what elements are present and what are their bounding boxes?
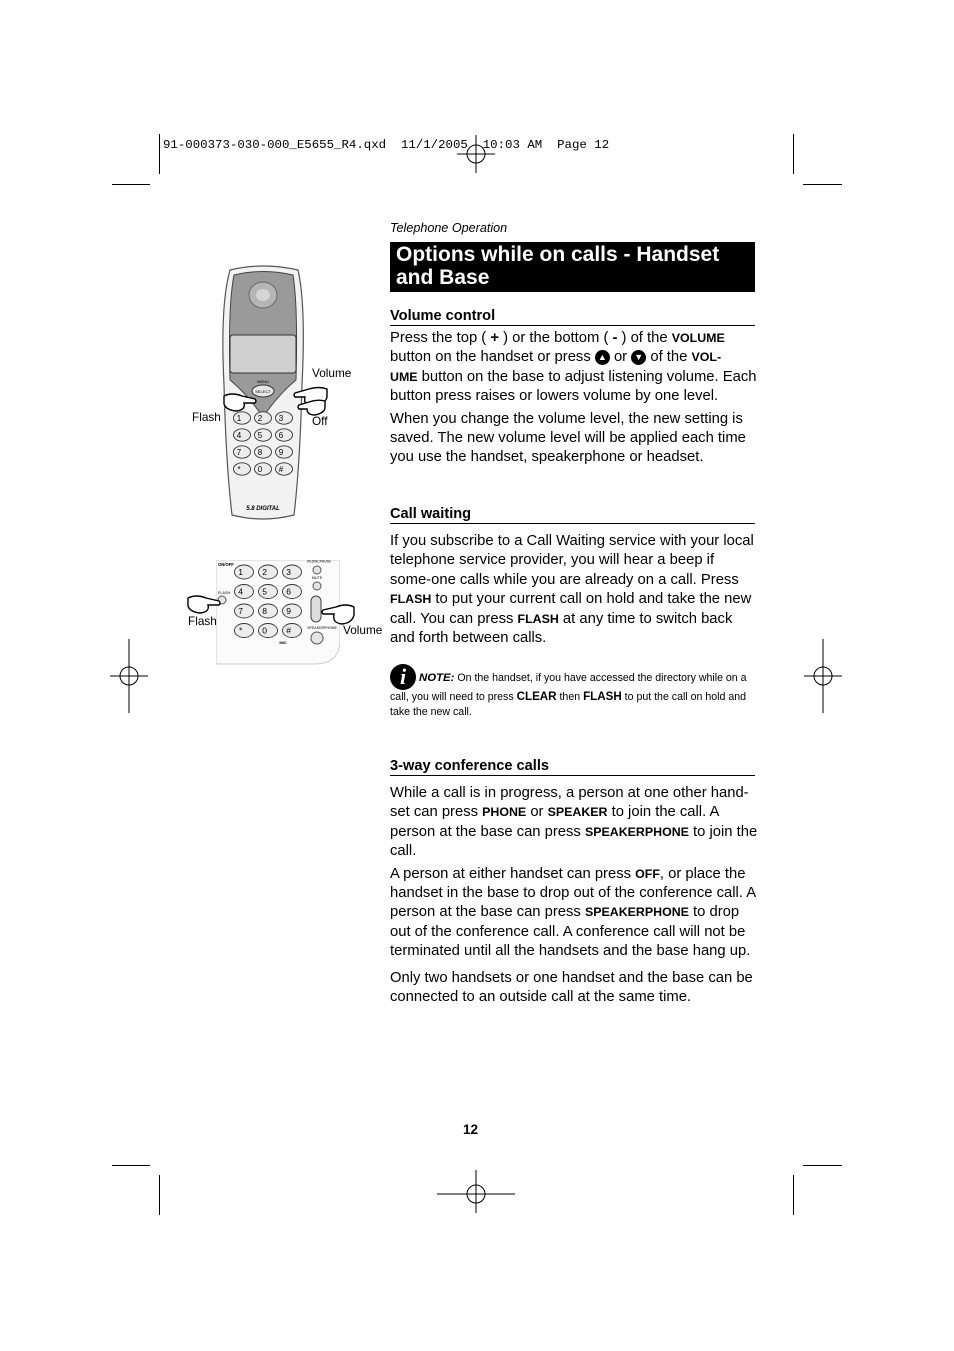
crop-mark bbox=[803, 1165, 842, 1166]
mute-label: MUTE bbox=[311, 576, 323, 580]
page-title-line-2: and Base bbox=[396, 266, 490, 289]
keypad-key-label: 6 bbox=[278, 430, 284, 440]
keypad-key-label: * bbox=[239, 625, 243, 636]
keypad-key-label: 7 bbox=[236, 447, 242, 457]
conference-heading: 3-way conference calls bbox=[390, 758, 755, 776]
keypad-key-label: * bbox=[237, 464, 241, 474]
note-label: NOTE: bbox=[419, 672, 455, 684]
registration-mark-top bbox=[457, 135, 495, 173]
menu-key-label: MENU bbox=[257, 379, 269, 384]
volume-up-icon: ▲ bbox=[595, 350, 610, 365]
keypad-key-label: 4 bbox=[236, 430, 242, 440]
keypad-key-label: 1 bbox=[238, 566, 244, 577]
select-key-label: SELECT bbox=[255, 389, 271, 394]
print-slug: 91-000373-030-000_E5655_R4.qxd 11/1/2005 10:03 AM Page 12 bbox=[163, 138, 610, 152]
keypad-key-label: 5 bbox=[257, 430, 263, 440]
speaker-keyword: SPEAKER bbox=[547, 805, 608, 820]
base-volume-callout: Volume bbox=[343, 623, 383, 637]
call-waiting-heading: Call waiting bbox=[390, 506, 755, 524]
speakerphone-label: SPEAKERPHONE bbox=[307, 626, 337, 630]
keypad-key-label: 9 bbox=[286, 605, 292, 616]
registration-mark-right bbox=[804, 657, 842, 695]
registration-mark-bottom bbox=[457, 1175, 495, 1213]
keypad-key-label: 0 bbox=[257, 464, 263, 474]
registration-mark-left bbox=[110, 657, 148, 695]
crop-mark bbox=[803, 184, 842, 185]
volume-keyword: VOLUME bbox=[671, 331, 725, 345]
speakerphone-keyword: SPEAKERPHONE bbox=[584, 905, 689, 920]
keypad-key-label: 2 bbox=[262, 566, 268, 577]
crop-mark bbox=[112, 1165, 150, 1166]
pointing-hand-icon bbox=[222, 390, 258, 419]
page-title bbox=[390, 242, 755, 292]
paragraph: While a call is in progress, a person at one other hand-set can press PHONE or SPEAKER to join the call. A person at the base can press SPEAKERPHONE to join the call. bbox=[390, 785, 758, 860]
crop-mark bbox=[793, 134, 794, 174]
keypad-key-label: # bbox=[278, 464, 284, 474]
volume-keyword: VOL- bbox=[691, 350, 722, 365]
keypad-key-label: 1 bbox=[236, 413, 242, 423]
keypad-key-label: 3 bbox=[286, 566, 292, 577]
flash-keyword: FLASH bbox=[583, 690, 622, 703]
speakerphone-keyword: SPEAKERPHONE bbox=[584, 824, 689, 839]
crop-mark bbox=[112, 184, 150, 185]
keypad-key-label: 0 bbox=[262, 625, 268, 636]
paragraph: Press the top ( + ) or the bottom ( - ) of the VOLUME button on the handset or press ▲ or ▼ of the VOL- UME button on the base to adjust listening volume. Each button press raises or lowers volume by one level. bbox=[390, 330, 757, 405]
keypad-key-label: # bbox=[286, 625, 292, 636]
clear-keyword: CLEAR bbox=[516, 690, 557, 703]
keypad-key-label: 8 bbox=[262, 605, 268, 616]
info-icon: i bbox=[390, 664, 416, 690]
crop-mark bbox=[793, 1175, 794, 1215]
keypad-key-label: 9 bbox=[278, 447, 284, 457]
volume-control-body bbox=[390, 329, 758, 468]
keypad-key-label: 5 bbox=[262, 586, 268, 597]
volume-keyword: UME bbox=[390, 369, 418, 384]
page-title-line-1: Options while on calls - Handset bbox=[396, 243, 720, 266]
volume-control-heading: Volume control bbox=[390, 308, 755, 326]
flash-key-label: FLASH bbox=[218, 591, 231, 595]
brand-label: 5.8 DIGITAL bbox=[246, 506, 280, 512]
flash-keyword: FLASH bbox=[390, 592, 432, 607]
off-keyword: OFF bbox=[635, 866, 660, 881]
keypad-key bbox=[234, 463, 251, 475]
keypad-key-label: 8 bbox=[257, 447, 263, 457]
flash-callout: Flash bbox=[192, 410, 221, 424]
phone-keyword: PHONE bbox=[482, 805, 527, 820]
keypad-key-label: 4 bbox=[238, 586, 244, 597]
base-flash-callout: Flash bbox=[188, 614, 217, 628]
mic-label: MIC bbox=[279, 640, 287, 645]
volume-callout: Volume bbox=[312, 366, 352, 380]
keypad-key-label: 6 bbox=[286, 586, 292, 597]
flash-keyword: FLASH bbox=[517, 611, 559, 626]
section-label: Telephone Operation bbox=[390, 221, 508, 235]
paragraph: If you subscribe to a Call Waiting service with your local telephone service provider, you will hear a beep if some-one calls while you are already on a call. Press FLASH to put your current call on hold and take the new call. You can press FLASH at any time to switch back and forth between calls. bbox=[390, 533, 754, 647]
crop-mark bbox=[159, 1175, 160, 1215]
paragraph: A person at either handset can press OFF, or place the handset in the base to drop out of the conference call. A person at the base can press SPEAKERPHONE to drop out of the conference call. A conference call will not be terminated until all the handsets and the base hang up. bbox=[390, 865, 756, 960]
volume-down-icon: ▼ bbox=[631, 350, 646, 365]
redial-label: REDIAL/PAUSE bbox=[307, 560, 331, 564]
keypad-key-label: 2 bbox=[257, 413, 263, 423]
keypad-key bbox=[235, 624, 254, 638]
paragraph: When you change the volume level, the new setting is saved. The new volume level will be applied each time you use the handset, speakerphone or headset. bbox=[390, 410, 746, 466]
off-callout: Off bbox=[312, 414, 328, 428]
page-number: 12 bbox=[463, 1122, 479, 1137]
crop-mark bbox=[159, 134, 160, 174]
note-box: i NOTE: On the handset, if you have accessed the directory while on a call, you will need to press CLEAR then FLASH to put the call on hold and take the new call. bbox=[390, 664, 747, 718]
conference-body bbox=[390, 784, 758, 1007]
paragraph: Only two handsets or one handset and the base can be connected to an outside call at the same time. bbox=[390, 969, 753, 1006]
onoff-label: ON/OFF bbox=[218, 562, 234, 567]
call-waiting-body bbox=[390, 532, 758, 648]
keypad-key-label: 3 bbox=[278, 413, 284, 423]
keypad-key-label: 7 bbox=[238, 605, 244, 616]
